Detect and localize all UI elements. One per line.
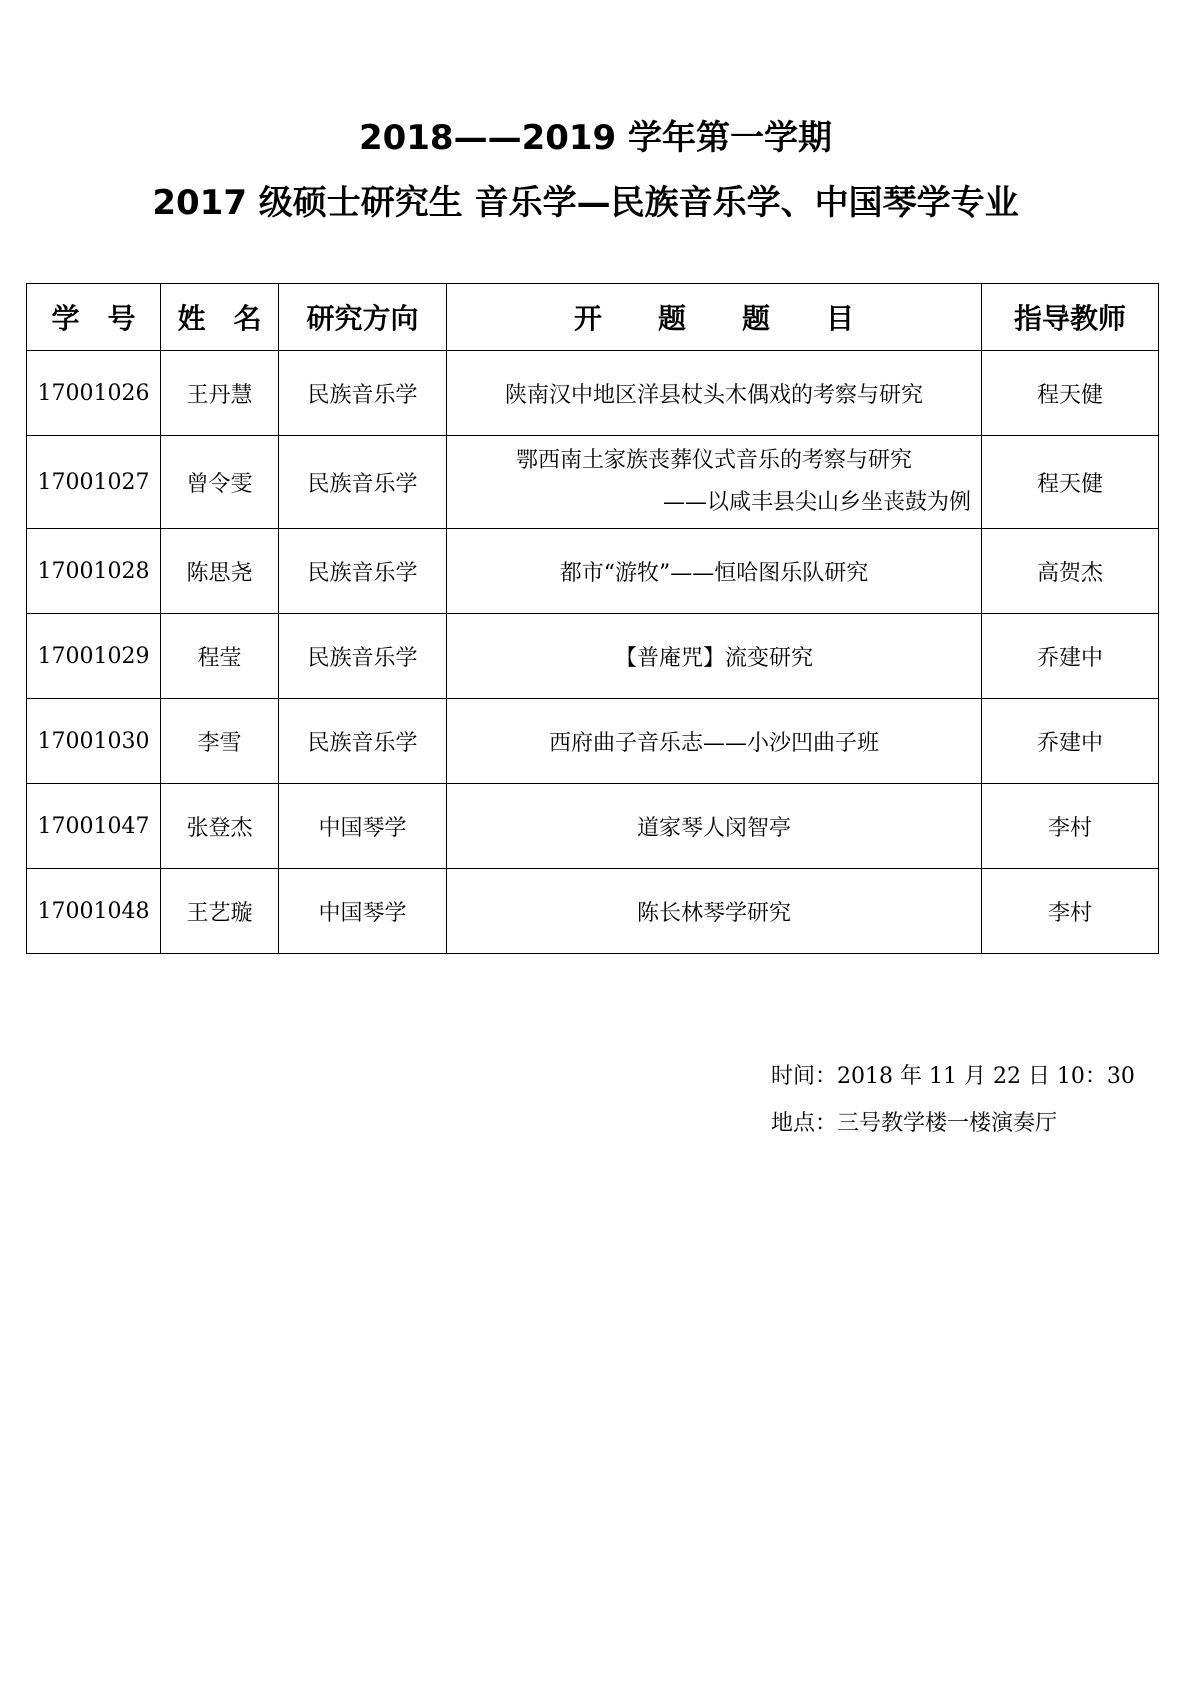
advisor-cell: 乔建中 (982, 699, 1159, 784)
document-subtitle: 2017 级硕士研究生 音乐学—民族音乐学、中国琴学专业 (152, 183, 1019, 223)
table-row (27, 351, 1159, 436)
student-id-cell: 17001030 (27, 699, 161, 784)
direction-cell: 民族音乐学 (279, 436, 447, 529)
student-id-cell: 17001048 (27, 869, 161, 954)
direction-cell: 中国琴学 (279, 869, 447, 954)
table-row (27, 436, 1159, 529)
topic-cell: 【普庵咒】流变研究 (447, 614, 982, 699)
header-name: 姓 名 (161, 284, 279, 351)
table-row (27, 784, 1159, 869)
advisor-cell: 程天健 (982, 436, 1159, 529)
topic-cell: 道家琴人闵智亭 (447, 784, 982, 869)
topic-cell (447, 436, 982, 529)
student-id-cell: 17001027 (27, 436, 161, 529)
student-name-cell: 曾令雯 (161, 436, 279, 529)
topic-cell: 陕南汉中地区洋县杖头木偶戏的考察与研究 (447, 351, 982, 436)
student-name-cell: 王丹慧 (161, 351, 279, 436)
topic-cell: 陈长林琴学研究 (447, 869, 982, 954)
table-row (27, 614, 1159, 699)
student-id-cell: 17001047 (27, 784, 161, 869)
topic-subtitle: ——以咸丰县尖山乡坐丧鼓为例 (662, 490, 971, 515)
thesis-proposal-table (26, 283, 1159, 954)
header-advisor: 指导教师 (982, 284, 1159, 351)
student-name-cell: 王艺璇 (161, 869, 279, 954)
defense-time: 时间：2018 年 11 月 22 日 10：30 (771, 1064, 1135, 1089)
header-student-id: 学 号 (27, 284, 161, 351)
topic-cell: 都市“游牧”——恒哈图乐队研究 (447, 529, 982, 614)
advisor-cell: 程天健 (982, 351, 1159, 436)
direction-cell: 民族音乐学 (279, 614, 447, 699)
advisor-cell: 李村 (982, 784, 1159, 869)
table-row (27, 529, 1159, 614)
direction-cell: 民族音乐学 (279, 529, 447, 614)
table-row (27, 869, 1159, 954)
header-research-direction: 研究方向 (279, 284, 447, 351)
student-name-cell: 张登杰 (161, 784, 279, 869)
student-id-cell: 17001029 (27, 614, 161, 699)
document-title: 2018——2019 学年第一学期 (358, 118, 833, 158)
topic-main-title: 鄂西南土家族丧葬仪式音乐的考察与研究 (515, 448, 912, 473)
advisor-cell: 高贺杰 (982, 529, 1159, 614)
table-header-row (27, 284, 1159, 351)
student-name-cell: 陈思尧 (161, 529, 279, 614)
student-name-cell: 李雪 (161, 699, 279, 784)
advisor-cell: 乔建中 (982, 614, 1159, 699)
header-proposal-topic: 开 题 题 目 (447, 284, 982, 351)
direction-cell: 民族音乐学 (279, 351, 447, 436)
table-row (27, 699, 1159, 784)
advisor-cell: 李村 (982, 869, 1159, 954)
direction-cell: 中国琴学 (279, 784, 447, 869)
student-id-cell: 17001026 (27, 351, 161, 436)
topic-cell: 西府曲子音乐志——小沙凹曲子班 (447, 699, 982, 784)
direction-cell: 民族音乐学 (279, 699, 447, 784)
student-name-cell: 程莹 (161, 614, 279, 699)
defense-location: 地点：三号教学楼一楼演奏厅 (771, 1111, 1058, 1136)
student-id-cell: 17001028 (27, 529, 161, 614)
